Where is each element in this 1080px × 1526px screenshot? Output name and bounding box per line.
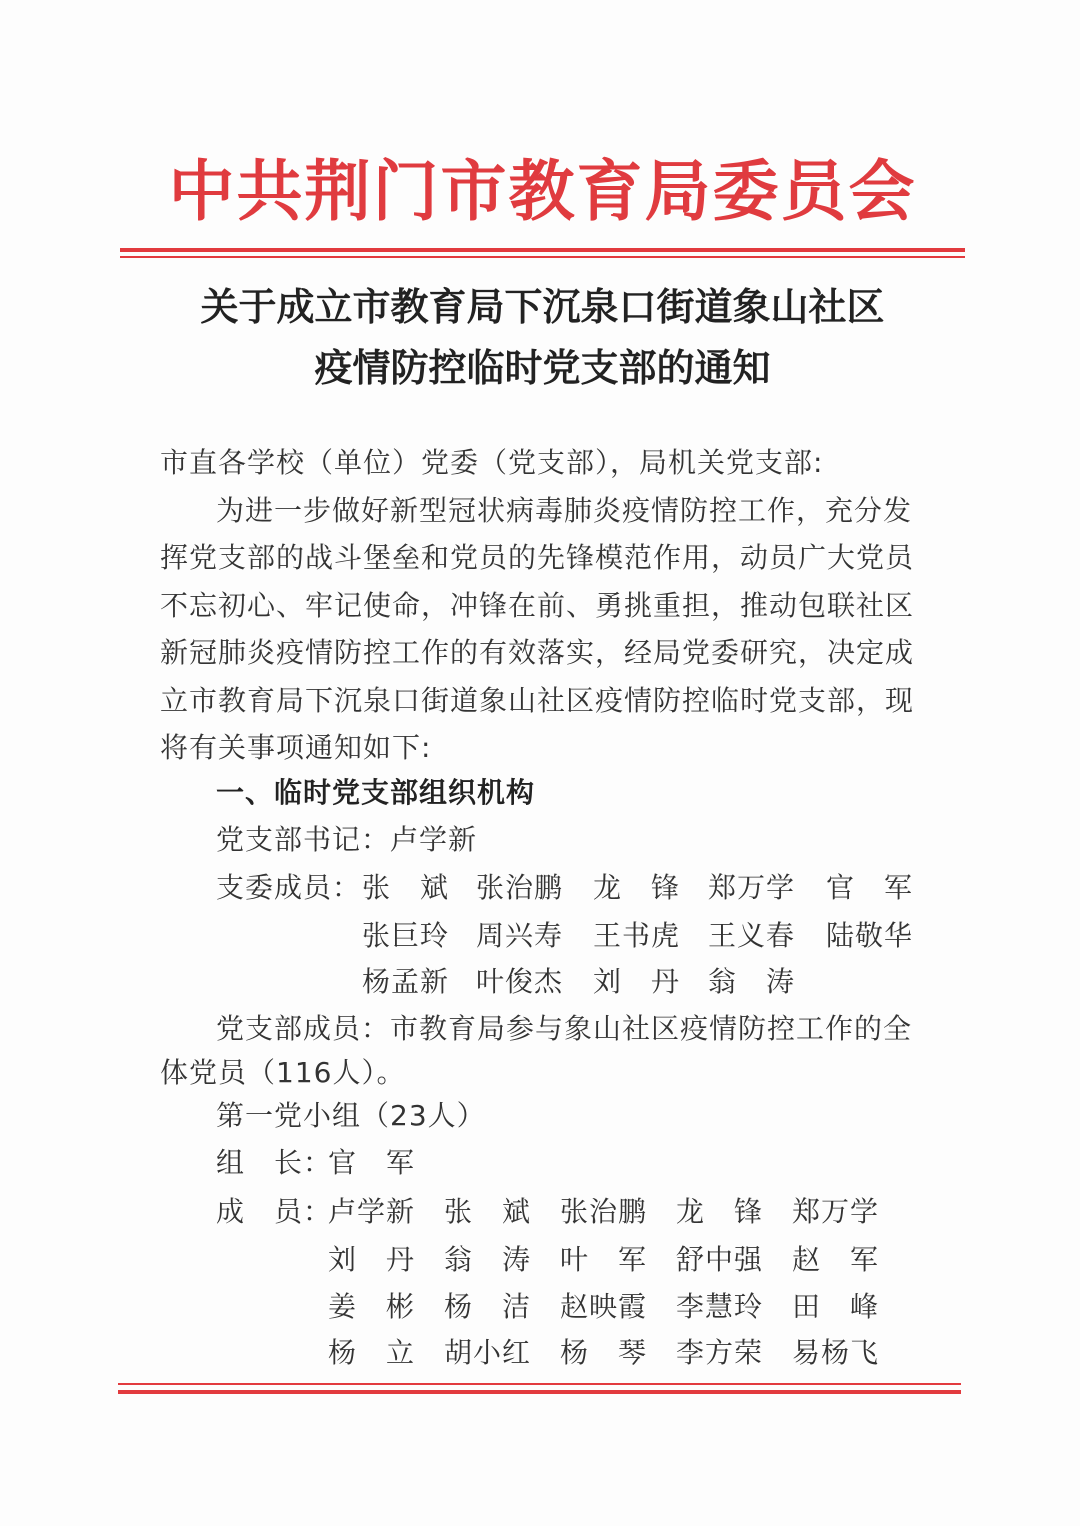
header-red-rule-thin bbox=[120, 256, 965, 258]
committee-member: 郑万学 bbox=[708, 871, 796, 904]
document-title-line-1: 关于成立市教育局下沉泉口街道象山社区 bbox=[200, 284, 885, 329]
committee-member: 张巨玲 bbox=[362, 919, 450, 952]
committee-member: 杨孟新 bbox=[362, 965, 450, 998]
committee-member: 陆敬华 bbox=[826, 919, 914, 952]
group-member: 舒中强 bbox=[676, 1243, 764, 1276]
group-member: 卢学新 bbox=[328, 1195, 416, 1228]
footer-red-rule-thick bbox=[118, 1390, 961, 1394]
committee-member: 张 斌 bbox=[362, 871, 450, 904]
group-1-leader-label: 组 长： bbox=[216, 1146, 333, 1179]
group-member: 李慧玲 bbox=[676, 1290, 764, 1323]
group-member: 刘 丹 bbox=[328, 1243, 416, 1276]
paragraph-line: 新冠肺炎疫情防控工作的有效落实，经局党委研究，决定成 bbox=[160, 636, 915, 669]
paragraph-line: 不忘初心、牢记使命，冲锋在前、勇挑重担，推动包联社区 bbox=[160, 589, 915, 622]
paragraph-line: 立市教育局下沉泉口街道象山社区疫情防控临时党支部，现 bbox=[160, 684, 915, 717]
committee-member: 刘 丹 bbox=[593, 965, 681, 998]
committee-member: 翁 涛 bbox=[708, 965, 796, 998]
group-member: 田 峰 bbox=[792, 1290, 880, 1323]
group-member: 赵 军 bbox=[792, 1243, 880, 1276]
committee-label: 支委成员： bbox=[216, 871, 362, 904]
group-member: 赵映霞 bbox=[560, 1290, 648, 1323]
section-1-heading: 一、临时党支部组织机构 bbox=[216, 776, 536, 809]
committee-member: 张治鹏 bbox=[476, 871, 564, 904]
footer-red-rule-thin bbox=[118, 1383, 961, 1385]
group-member: 胡小红 bbox=[444, 1336, 532, 1369]
group-member: 杨 立 bbox=[328, 1336, 416, 1369]
group-member: 易杨飞 bbox=[792, 1336, 880, 1369]
committee-member: 叶俊杰 bbox=[476, 965, 564, 998]
secretary-line: 党支部书记：卢学新 bbox=[216, 823, 478, 856]
group-member: 李方荣 bbox=[676, 1336, 764, 1369]
group-member: 叶 军 bbox=[560, 1243, 648, 1276]
members-line: 党支部成员：市教育局参与象山社区疫情防控工作的全 bbox=[216, 1012, 913, 1045]
committee-member: 官 军 bbox=[826, 871, 914, 904]
committee-member: 周兴寿 bbox=[476, 919, 564, 952]
group-1-leader: 官 军 bbox=[328, 1146, 416, 1179]
masthead-title: 中共荆门市教育局委员会 bbox=[168, 152, 917, 230]
group-member: 张 斌 bbox=[444, 1195, 532, 1228]
members-line: 体党员（116人）。 bbox=[160, 1056, 406, 1089]
paragraph-line: 为进一步做好新型冠状病毒肺炎疫情防控工作，充分发 bbox=[216, 494, 913, 527]
group-member: 张治鹏 bbox=[560, 1195, 648, 1228]
committee-member: 龙 锋 bbox=[593, 871, 681, 904]
group-member: 杨 琴 bbox=[560, 1336, 648, 1369]
group-member: 翁 涛 bbox=[444, 1243, 532, 1276]
salutation: 市直各学校（单位）党委（党支部），局机关党支部: bbox=[160, 446, 824, 479]
document-title-line-2: 疫情防控临时党支部的通知 bbox=[314, 345, 771, 390]
group-member: 龙 锋 bbox=[676, 1195, 764, 1228]
group-member: 姜 彬 bbox=[328, 1290, 416, 1323]
header-red-rule-thick bbox=[120, 248, 965, 252]
committee-member: 王书虎 bbox=[593, 919, 681, 952]
paragraph-line: 将有关事项通知如下: bbox=[160, 731, 432, 764]
group-1-title: 第一党小组（23人） bbox=[216, 1099, 486, 1132]
committee-member: 王义春 bbox=[708, 919, 796, 952]
group-1-members-label: 成 员： bbox=[216, 1195, 333, 1228]
group-member: 杨 洁 bbox=[444, 1290, 532, 1323]
paragraph-line: 挥党支部的战斗堡垒和党员的先锋模范作用，动员广大党员 bbox=[160, 541, 915, 574]
group-member: 郑万学 bbox=[792, 1195, 880, 1228]
